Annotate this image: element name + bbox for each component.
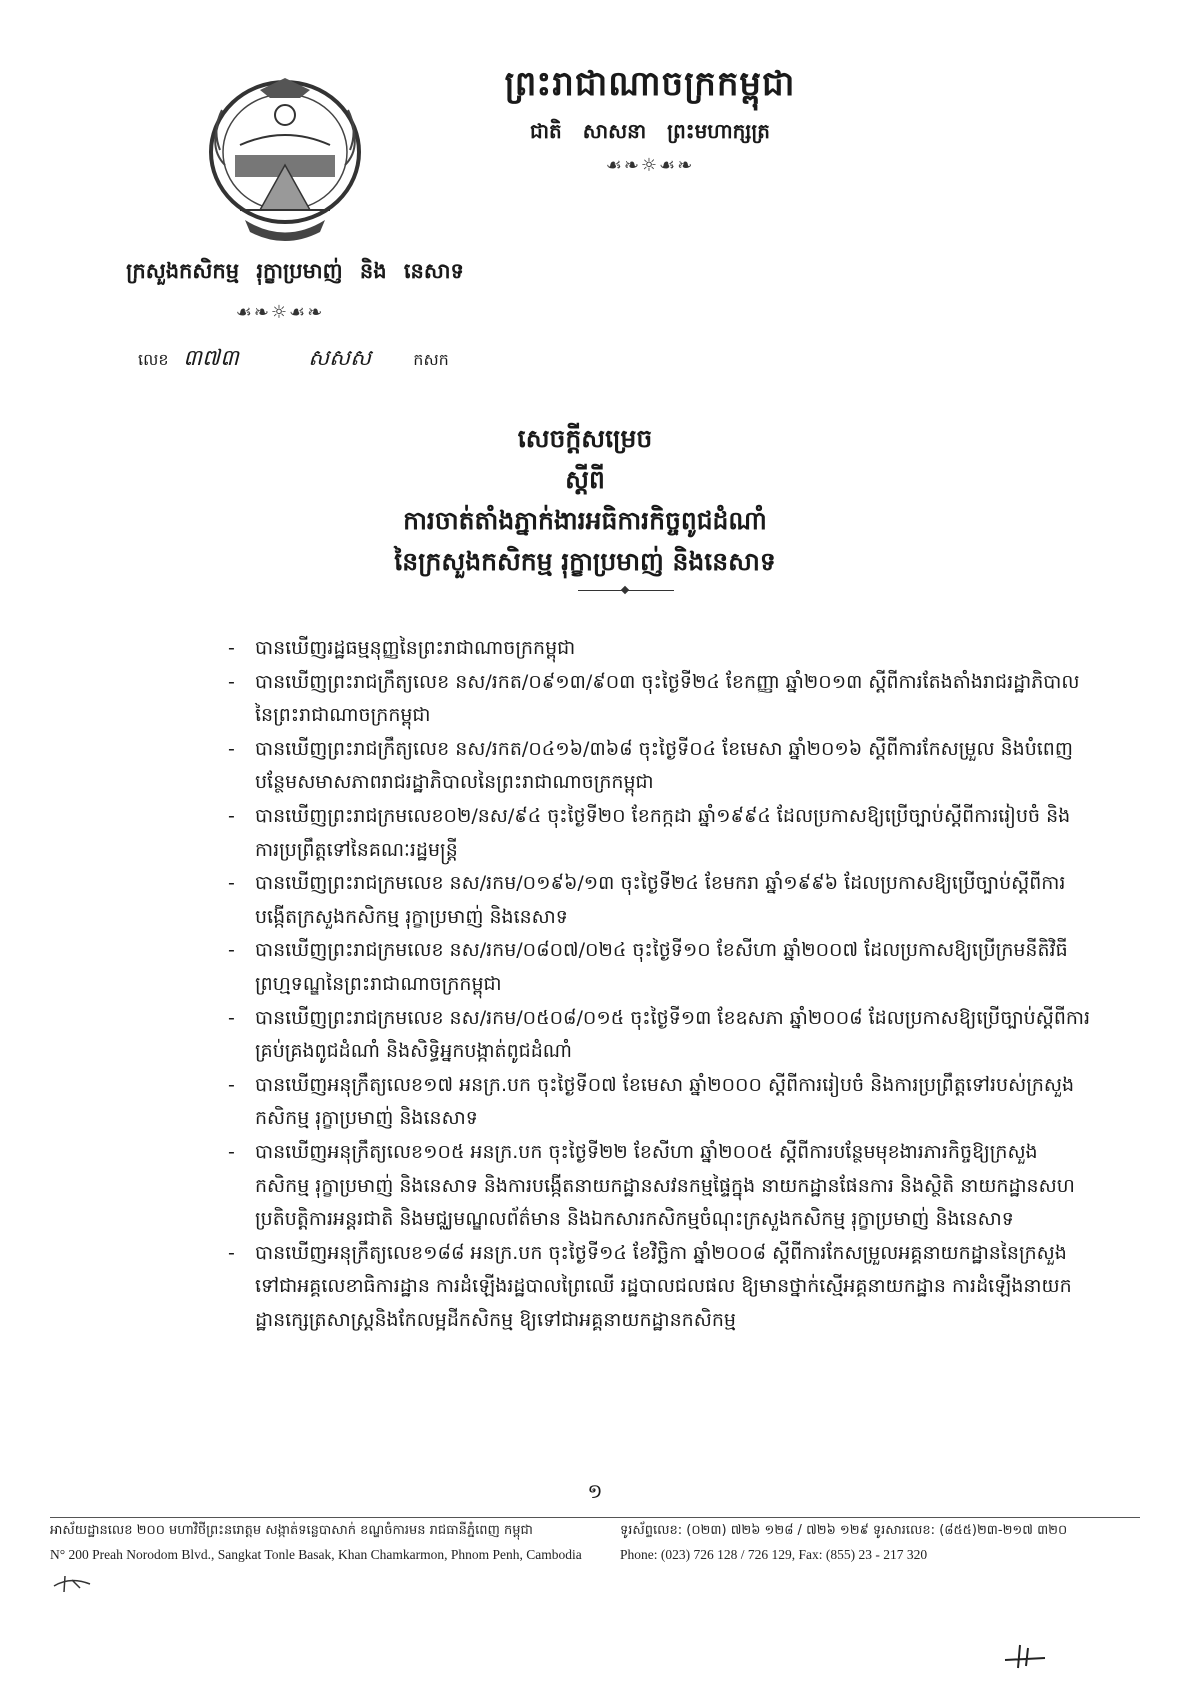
page-number: ១	[587, 1479, 603, 1503]
reference-number	[138, 344, 449, 376]
initial-mark	[1000, 1640, 1050, 1674]
footer-divider	[50, 1517, 1140, 1518]
ministry-emblem	[200, 70, 370, 250]
ornament-divider: ☙❧☼☙❧	[605, 155, 695, 176]
list-item: - បានឃើញអនុក្រឹត្យលេខ១៧ អនក្រ.បក ចុះថ្ងៃទី០៧ ខែមេសា ឆ្នាំ២០០០ ស្តីពីការរៀបចំ និងការប្រព្រឹត្តទៅរបស់ក្រសួងកសិកម្ម រុក្ខាប្រមាញ់ និងនេសាទ	[230, 1069, 1090, 1136]
list-item: - បានឃើញព្រះរាជក្រឹត្យលេខ នស/រកត/០៩១៣/៩០៣ ចុះថ្ងៃទី២៤ ខែកញ្ញា ឆ្នាំ២០១៣ ស្តីពីការតែងតាំងរាជរដ្ឋាភិបាលនៃព្រះរាជាណាចក្រកម្ពុជា	[230, 666, 1090, 733]
list-item: - បានឃើញអនុក្រឹត្យលេខ១០៥ អនក្រ.បក ចុះថ្ងៃទី២២ ខែសីហា ឆ្នាំ២០០៥ ស្តីពីការបន្ថែមមុខងារភារកិច្ចឱ្យក្រសួងកសិកម្ម រុក្ខាប្រមាញ់ និងនេសាទ និងការបង្កើតនាយកដ្ឋានសវនកម្មផ្ទៃក្នុង នាយកដ្ឋានផែនការ និងស្ថិតិ នាយកដ្ឋានសហប្រតិបត្តិការអន្តរជាតិ និងមជ្ឈមណ្ឌលព័ត៌មាន និងឯកសារកសិកម្មចំណុះក្រសួងកសិកម្ម រុក្ខាប្រមាញ់ និងនេសាទ	[230, 1136, 1090, 1237]
list-item: - បានឃើញព្រះរាជក្រមលេខ នស/រកម/០១៩៦/១៣ ចុះថ្ងៃទី២៤ ខែមករា ឆ្នាំ១៩៩៦ ដែលប្រកាសឱ្យប្រើច្បាប់ស្តីពីការបង្កើតក្រសួងកសិកម្ម រុក្ខាប្រមាញ់ និងនេសាទ	[230, 867, 1090, 934]
ref-suffix: កសក	[413, 350, 449, 369]
national-motto: ជាតិ សាសនា ព្រះមហាក្សត្រ	[530, 119, 770, 143]
footer-address-km: អាស័យដ្ឋានលេខ ២០០ មហាវិថីព្រះនរោត្តម សង្កាត់ទន្លេបាសាក់ ខណ្ឌចំការមន រាជធានីភ្នំពេញ កម្ពុជា	[50, 1523, 533, 1538]
title-line-4: នៃក្រសួងកសិកម្ម រុក្ខាប្រមាញ់ និងនេសាទ	[394, 547, 776, 576]
list-item: - បានឃើញព្រះរាជក្រមលេខ០២/នស/៩៤ ចុះថ្ងៃទី២០ ខែកក្កដា ឆ្នាំ១៩៩៤ ដែលប្រកាសឱ្យប្រើច្បាប់ស្តីពីការរៀបចំ និងការប្រព្រឹត្តទៅនៃគណៈរដ្ឋមន្ត្រី	[230, 800, 1090, 867]
list-item: - បានឃើញរដ្ឋធម្មនុញ្ញនៃព្រះរាជាណាចក្រកម្ពុជា	[230, 632, 1090, 666]
title-line-2: ស្តីពី	[565, 465, 605, 494]
document-title	[200, 418, 970, 582]
title-line-3: ការចាត់តាំងភ្នាក់ងារអធិការកិច្ចពូជដំណាំ	[403, 506, 767, 535]
ref-number: ៣៧៣	[183, 346, 239, 371]
title-line-1: សេចក្តីសម្រេច	[517, 424, 653, 453]
scribble-mark	[50, 1572, 100, 1598]
footer-address-en: N° 200 Preah Norodom Blvd., Sangkat Tonle Basak, Khan Chamkarmon, Phnom Penh, Cambodia	[50, 1547, 582, 1562]
list-item: - បានឃើញព្រះរាជក្រឹត្យលេខ នស/រកត/០៤១៦/៣៦៨ ចុះថ្ងៃទី០៤ ខែមេសា ឆ្នាំ២០១៦ ស្តីពីការកែសម្រួល និងបំពេញបន្ថែមសមាសភាពរាជរដ្ឋាភិបាលនៃព្រះរាជាណាចក្រកម្ពុជា	[230, 733, 1090, 800]
list-item: - បានឃើញអនុក្រឹត្យលេខ១៨៨ អនក្រ.បក ចុះថ្ងៃទី១៤ ខែវិច្ឆិកា ឆ្នាំ២០០៨ ស្តីពីការកែសម្រួលអគ្គនាយកដ្ឋាននៃក្រសួងទៅជាអគ្គលេខាធិការដ្ឋាន ការដំឡើងរដ្ឋបាលព្រៃឈើ រដ្ឋបាលជលផល ឱ្យមានថ្នាក់ស្មើអគ្គនាយកដ្ឋាន ការដំឡើងនាយកដ្ឋានក្សេត្រសាស្ត្រនិងកែលម្អដីកសិកម្ម ឱ្យទៅជាអគ្គនាយកដ្ឋានកសិកម្ម	[230, 1237, 1090, 1338]
kingdom-heading: ព្រះរាជាណាចក្រកម្ពុជា	[504, 64, 796, 104]
ref-label: លេខ	[138, 350, 169, 369]
ornament-divider: ☙❧☼☙❧	[235, 302, 325, 323]
list-item: - បានឃើញព្រះរាជក្រមលេខ នស/រកម/០៨០៧/០២៤ ចុះថ្ងៃទី១០ ខែសីហា ឆ្នាំ២០០៧ ដែលប្រកាសឱ្យប្រើក្រមនីតិវិធីព្រហ្មទណ្ឌនៃព្រះរាជាណាចក្រកម្ពុជា	[230, 934, 1090, 1001]
title-divider	[578, 590, 674, 591]
ref-handwritten: សសស	[308, 346, 372, 371]
footer-phone-km: ទូរស័ព្ទលេខ: (០២៣) ៧២៦ ១២៨ / ៧២៦ ១២៩ ទូរសារលេខ: (៨៥៥)២៣-២១៧ ៣២០	[620, 1523, 1068, 1538]
list-item: - បានឃើញព្រះរាជក្រមលេខ នស/រកម/០៥០៨/០១៥ ចុះថ្ងៃទី១៣ ខែឧសភា ឆ្នាំ២០០៨ ដែលប្រកាសឱ្យប្រើច្បាប់ស្តីពីការគ្រប់គ្រងពូជដំណាំ និងសិទ្ធិអ្នកបង្កាត់ពូជដំណាំ	[230, 1002, 1090, 1069]
footer-phone-en: Phone: (023) 726 128 / 726 129, Fax: (855) 23 - 217 320	[620, 1547, 928, 1562]
ministry-name: ក្រសួងកសិកម្ម រុក្ខាប្រមាញ់ និង នេសាទ	[126, 258, 464, 283]
citation-list	[230, 632, 1090, 1337]
